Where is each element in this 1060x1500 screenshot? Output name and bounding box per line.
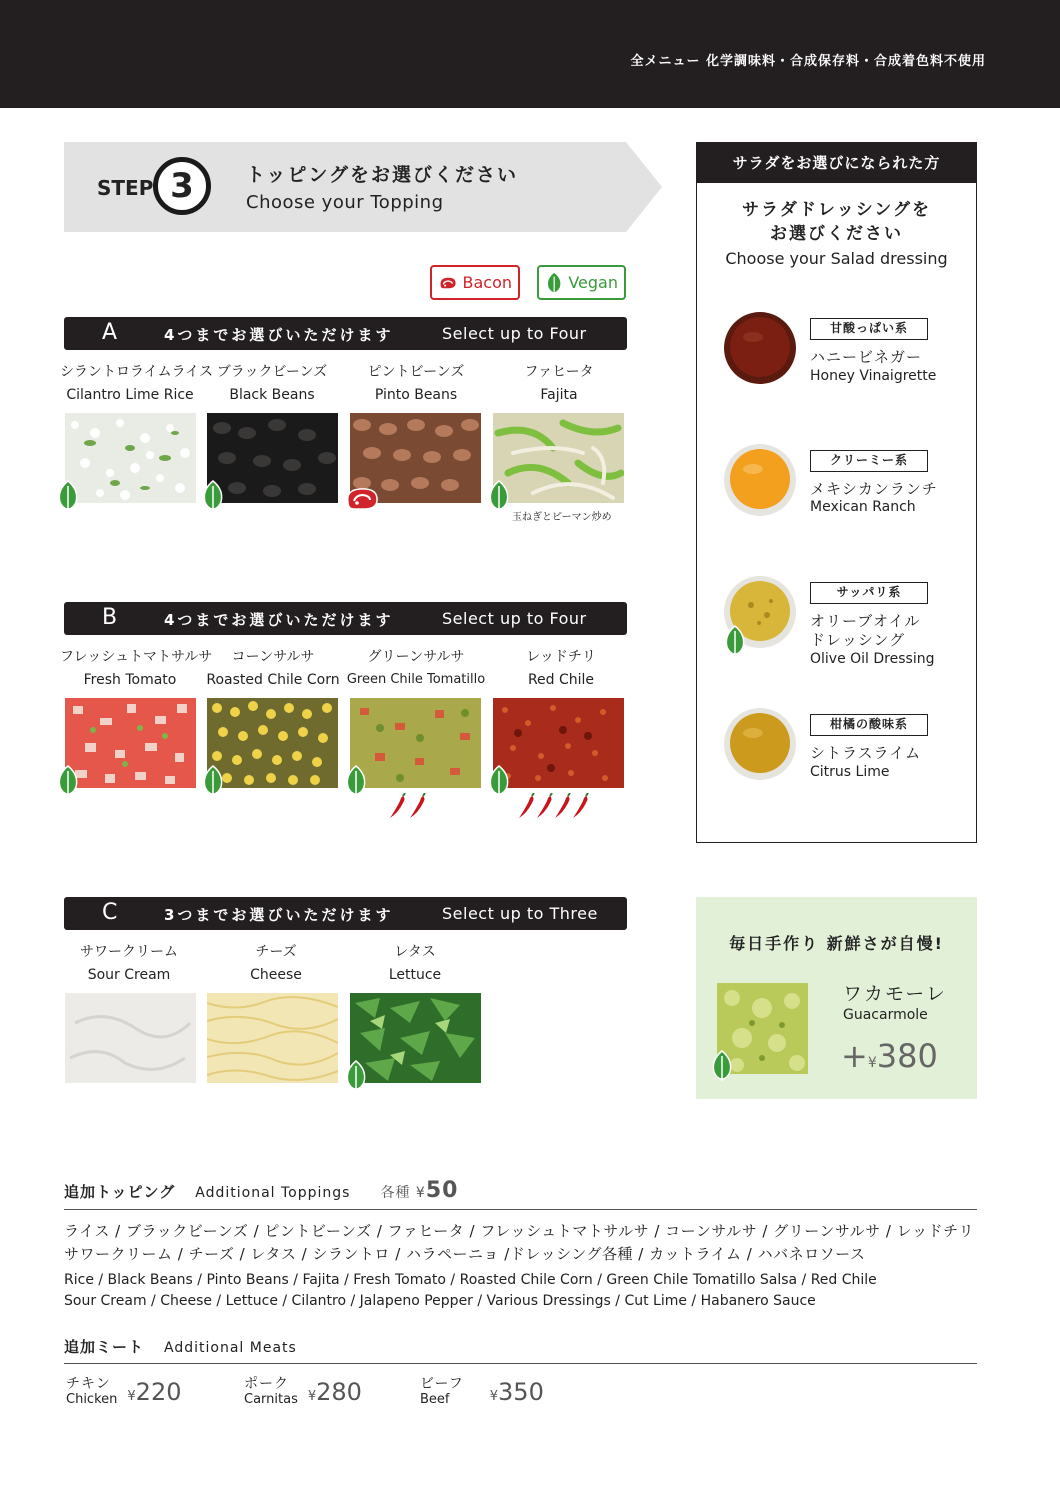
item-name-jp: レッドチリ	[526, 649, 596, 665]
guac-price	[841, 1037, 938, 1075]
meat-names	[66, 1376, 117, 1408]
item-name-en: Roasted Chile Corn	[206, 672, 340, 688]
section-a-jp: 4つまでお選びいただけます	[164, 326, 394, 344]
topping-cilantro-lime-rice[interactable]	[60, 361, 214, 403]
item-name-jp: シラントロライムライス	[60, 364, 214, 380]
meat-name-en: Carnitas	[244, 1392, 298, 1407]
guac-name-en: Guacarmole	[843, 1007, 928, 1023]
dressing-name-en: Honey Vinaigrette	[810, 368, 937, 384]
photo-fresh-tomato	[65, 698, 196, 788]
dressing-title-jp	[697, 198, 976, 246]
yen-sign: ¥	[489, 1389, 499, 1404]
leaf-icon	[710, 1050, 734, 1082]
yen-sign: ¥	[127, 1389, 136, 1404]
meat-name-jp: ポーク	[244, 1376, 289, 1392]
dressing-tag: クリーミー系	[810, 450, 928, 472]
price-value: 220	[135, 1378, 182, 1406]
bacon-icon	[438, 272, 457, 294]
section-b-letter: B	[102, 605, 118, 630]
item-name-en: Green Chile Tomatillo	[346, 672, 486, 687]
legend-vegan-label: Vegan	[568, 273, 618, 292]
tomato-salsa-image	[65, 698, 196, 788]
leaf-icon	[201, 480, 225, 512]
dressing-title-en: Choose your Salad dressing	[725, 249, 948, 268]
green-salsa-image	[350, 698, 481, 788]
item-name-en: Pinto Beans	[374, 387, 458, 403]
rice-image	[65, 413, 196, 503]
lettuce-image	[350, 993, 481, 1083]
dressing-name-en: Olive Oil Dressing	[810, 651, 935, 667]
photo-lettuce	[350, 993, 481, 1083]
item-name-jp: ピントビーンズ	[367, 364, 465, 380]
topping-sour-cream[interactable]	[59, 941, 199, 983]
price-value: 280	[316, 1378, 362, 1406]
section-c-letter: C	[102, 900, 118, 925]
dressing-tag: 甘酸っぱい系	[810, 318, 928, 340]
yen-sign: ¥	[415, 1185, 426, 1201]
section-c-en: Select up to Three	[442, 904, 598, 923]
leaf-icon	[56, 480, 80, 512]
dressing-honey-vinaigrette[interactable]	[697, 309, 976, 409]
topping-red-chile[interactable]	[491, 646, 631, 688]
additional-meats-heading	[64, 1336, 977, 1364]
sour-cream-image	[65, 993, 196, 1083]
additional-toppings-list-en	[64, 1270, 977, 1312]
item-name-en: Cheese	[250, 967, 302, 983]
photo-roasted-chile-corn	[207, 698, 338, 788]
section-c-bar	[64, 897, 627, 930]
dressing-tag: 柑橘の酸味系	[810, 714, 928, 736]
topping-pinto-beans[interactable]	[346, 361, 486, 403]
guac-plus: +	[841, 1037, 868, 1075]
meat-price	[490, 1378, 544, 1406]
photo-cheese	[207, 993, 338, 1083]
item-name-jp: サワークリーム	[80, 944, 178, 960]
section-c-jp: 3つまでお選びいただけます	[164, 906, 394, 924]
chili-icon-spice-2	[388, 793, 432, 821]
meat-price	[127, 1378, 181, 1406]
meat-names	[244, 1376, 298, 1408]
leaf-icon	[344, 765, 368, 797]
photo-red-chile	[493, 698, 624, 788]
photo-cilantro-lime-rice	[65, 413, 196, 503]
dressing-name-jp-line2: ドレッシング	[810, 631, 906, 649]
item-name-jp: レタス	[394, 944, 436, 960]
step-label: STEP	[97, 176, 154, 200]
leaf-icon	[487, 480, 511, 512]
item-name-jp: チーズ	[255, 944, 297, 960]
photo-fajita	[493, 413, 624, 503]
yen-sign: ¥	[307, 1389, 317, 1404]
additional-toppings-heading	[64, 1178, 977, 1210]
legend-bacon-label: Bacon	[462, 273, 512, 292]
section-b-bar	[64, 602, 627, 635]
dressing-citrus-lime[interactable]	[697, 705, 976, 805]
price-value: 350	[498, 1378, 544, 1406]
item-name-en: Cilantro Lime Rice	[66, 387, 194, 403]
topping-fajita[interactable]	[489, 361, 629, 403]
dressing-name-jp: ハニービネガー	[810, 348, 923, 366]
section-b-jp: 4つまでお選びいただけます	[164, 611, 394, 629]
red-chile-image	[493, 698, 624, 788]
item-name-jp: コーンサルサ	[231, 649, 315, 665]
salad-dressing-panel	[696, 142, 977, 843]
toppings-list-en-line1: Rice / Black Beans / Pinto Beans / Fajita / Fresh Tomato / Roasted Chile Corn / Green Chile Tomatillo Salsa / Red Chile	[64, 1272, 877, 1288]
topping-roasted-chile-corn[interactable]	[203, 646, 343, 688]
fajita-note: 玉ねぎとピーマン炒め	[512, 512, 612, 523]
guac-price-value: 380	[876, 1037, 938, 1075]
item-name-jp: ブラックビーンズ	[216, 364, 328, 380]
topping-lettuce[interactable]	[345, 941, 485, 983]
meat-name-en: Chicken	[66, 1392, 118, 1407]
meat-name-jp: ビーフ	[420, 1376, 464, 1392]
section-b-en: Select up to Four	[442, 609, 587, 628]
leaf-icon	[487, 765, 511, 797]
additional-toppings-list-jp	[64, 1220, 977, 1266]
meat-names	[420, 1376, 464, 1408]
photo-green-chile-tomatillo	[350, 698, 481, 788]
toppings-list-en-line2: Sour Cream / Cheese / Lettuce / Cilantro / Jalapeno Pepper / Various Dressings / Cut Lime / Habanero Sauce	[64, 1293, 816, 1309]
item-name-en: Red Chile	[527, 672, 595, 688]
dressing-name-en: Mexican Ranch	[810, 499, 916, 515]
additional-toppings-price	[380, 1178, 458, 1203]
item-name-en: Lettuce	[388, 967, 442, 983]
guac-name-jp: ワカモーレ	[843, 983, 947, 1005]
section-a-letter: A	[102, 320, 118, 345]
toppings-list-jp-line1: ライス / ブラックビーンズ / ピントビーンズ / ファヒータ / フレッシュトマトサルサ / コーンサルサ / グリーンサルサ / レッドチリ	[64, 1222, 975, 1240]
leaf-icon	[344, 1060, 368, 1092]
item-name-jp: フレッシュトマトサルサ	[60, 649, 213, 665]
cheese-image	[207, 993, 338, 1083]
dressing-title-jp-line1: サラダドレッシングを	[742, 200, 931, 220]
additive-free-notice: 全メニュー 化学調味料・合成保存料・合成着色料不使用	[630, 54, 986, 69]
additional-meats-en: Additional Meats	[164, 1340, 297, 1356]
meat-chicken[interactable]	[66, 1376, 181, 1408]
dressing-name-jp: シトラスライム	[810, 744, 922, 762]
item-name-jp: ファヒータ	[524, 364, 594, 380]
step-header	[64, 142, 664, 232]
additional-meats-jp: 追加ミート	[64, 1338, 145, 1356]
dressing-mexican-ranch[interactable]	[697, 441, 976, 541]
item-name-jp: グリーンサルサ	[367, 649, 465, 665]
dressing-bowl-icon	[723, 707, 797, 781]
guac-yen: ¥	[867, 1055, 877, 1071]
leaf-icon	[545, 271, 563, 295]
meat-name-jp: チキン	[66, 1376, 111, 1392]
step-number: 3	[153, 157, 211, 215]
item-name-en: Fresh Tomato	[83, 672, 177, 688]
photo-black-beans	[207, 413, 338, 503]
meat-name-en: Beef	[420, 1392, 450, 1407]
photo-sour-cream	[65, 993, 196, 1083]
item-name-en: Black Beans	[229, 387, 315, 403]
legend-vegan	[537, 265, 626, 300]
section-a-en: Select up to Four	[442, 324, 587, 343]
guac-tagline: 毎日手作り 新鮮さが自慢!	[729, 934, 944, 953]
leaf-icon	[201, 765, 225, 797]
meat-carnitas[interactable]	[244, 1376, 362, 1408]
dressing-tag: サッパリ系	[810, 582, 928, 604]
meat-beef[interactable]	[420, 1376, 544, 1408]
dressing-name-jp: メキシカンランチ	[810, 480, 938, 498]
dressing-bowl-icon	[723, 311, 797, 385]
legend-bacon	[430, 265, 520, 300]
dressing-name-jp: オリーブオイル	[810, 612, 921, 630]
dressing-header: サラダをお選びになられた方	[697, 143, 976, 183]
meat-price	[308, 1378, 362, 1406]
black-beans-image	[207, 413, 338, 503]
dressing-name-en: Citrus Lime	[810, 764, 890, 780]
topping-fresh-tomato[interactable]	[60, 646, 213, 688]
item-name-en: Sour Cream	[87, 967, 171, 983]
leaf-icon	[56, 765, 80, 797]
topping-cheese[interactable]	[206, 941, 346, 983]
topping-green-chile-tomatillo[interactable]	[346, 646, 486, 687]
dressing-title-jp-line2: お選びください	[770, 224, 903, 244]
price-value: 50	[425, 1178, 459, 1203]
guacamole-box[interactable]	[696, 897, 977, 1099]
additional-toppings-jp: 追加トッピング	[64, 1183, 176, 1201]
top-bar	[0, 0, 1060, 108]
additional-toppings-en: Additional Toppings	[195, 1185, 351, 1201]
fajita-image	[493, 413, 624, 503]
chili-icon-spice-4	[517, 793, 597, 821]
corn-salsa-image	[207, 698, 338, 788]
dressing-olive-oil[interactable]	[697, 573, 976, 673]
dressing-bowl-icon	[723, 443, 797, 517]
step-title-en: Choose your Topping	[246, 192, 444, 213]
section-a-bar	[64, 317, 627, 350]
topping-black-beans[interactable]	[202, 361, 342, 403]
bacon-icon	[344, 486, 380, 512]
item-name-en: Fajita	[540, 387, 578, 403]
additional-toppings	[64, 1178, 977, 1312]
price-label: 各種	[380, 1185, 411, 1201]
additional-meats	[64, 1336, 977, 1364]
leaf-icon	[723, 625, 747, 657]
toppings-list-jp-line2: サワークリーム / チーズ / レタス / シラントロ / ハラペーニョ /ドレッシング各種 / カットライム / ハバネロソース	[64, 1245, 866, 1263]
step-title-jp: トッピングをお選びください	[246, 164, 519, 186]
